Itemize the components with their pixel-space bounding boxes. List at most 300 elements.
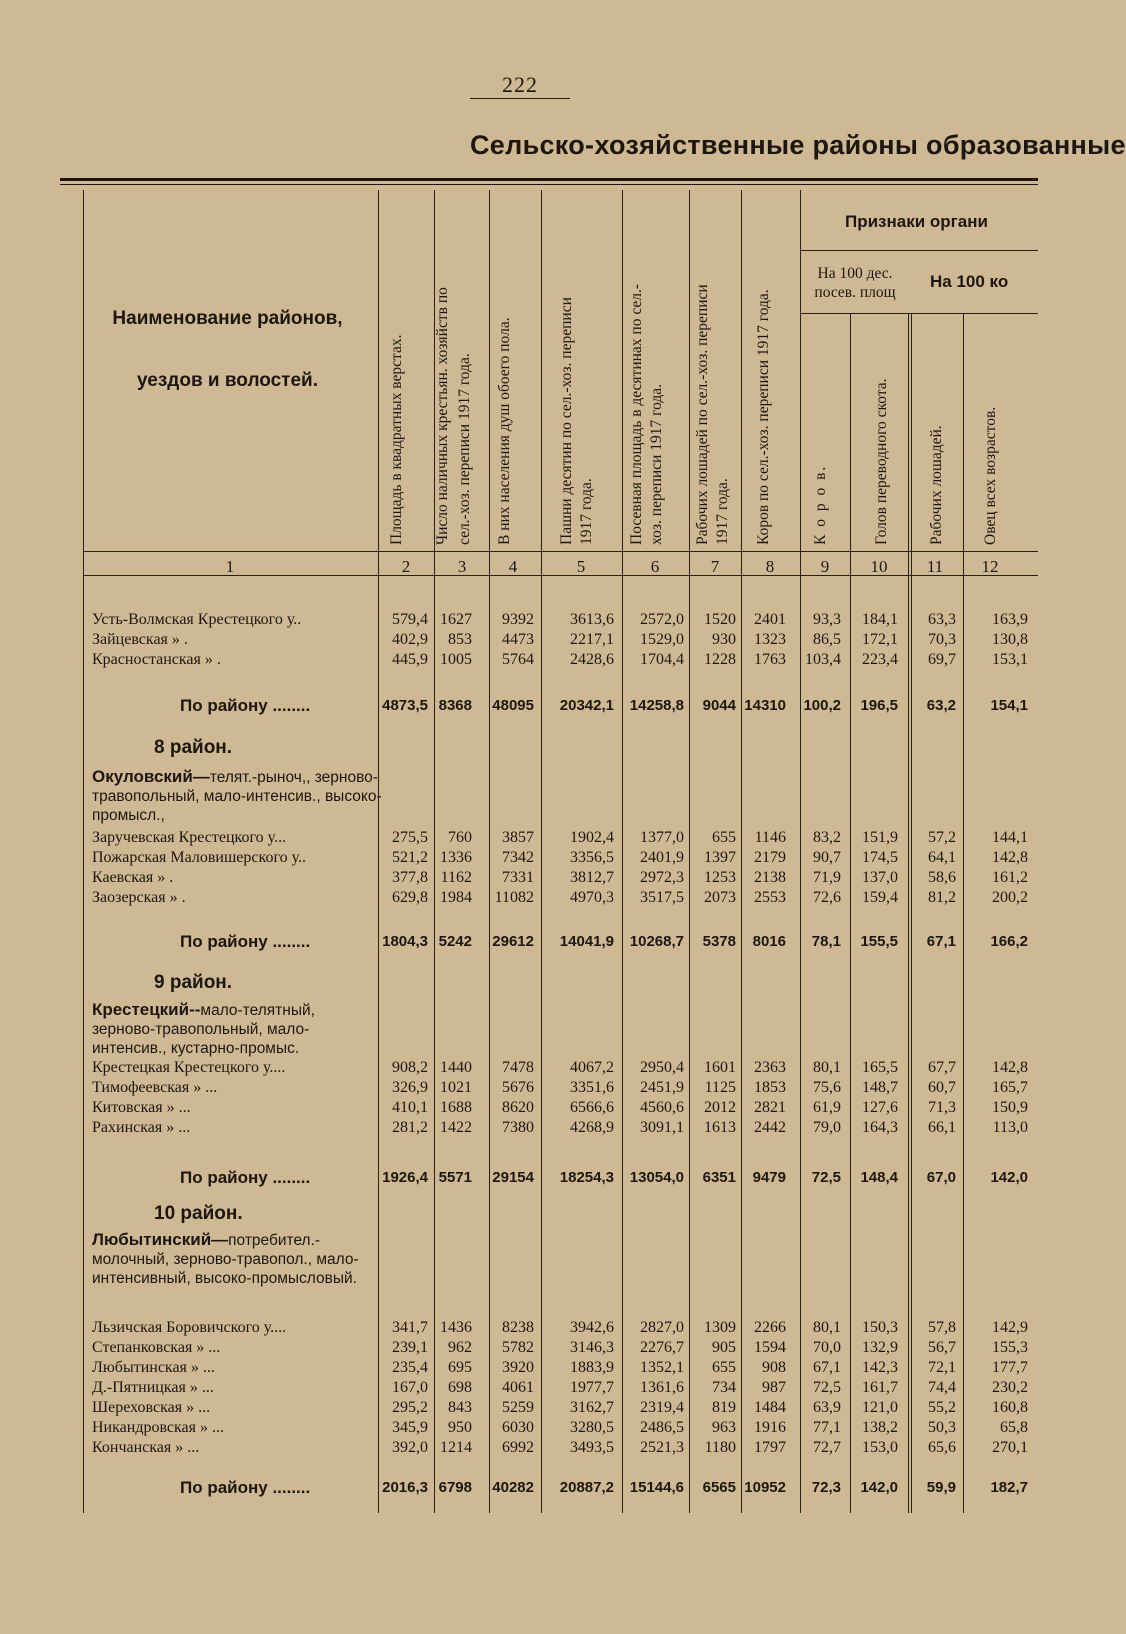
table-row — [0, 1378, 1038, 1398]
row-divider — [83, 551, 1038, 552]
volost-name: Заозерская » . — [92, 889, 186, 906]
cell-col5: 3942,6 — [570, 1319, 614, 1336]
cell-col4: 5259 — [502, 1399, 534, 1416]
cell-col9: 61,9 — [813, 1099, 841, 1116]
cell-col6: 15144,6 — [629, 1479, 684, 1496]
cell-col5: 4268,9 — [570, 1119, 614, 1136]
cell-col5: 6566,6 — [570, 1099, 614, 1116]
cell-col8: 2553 — [754, 889, 786, 906]
cell-col2: 4873,5 — [382, 697, 428, 714]
table-row — [0, 1398, 1038, 1418]
cell-col10: 223,4 — [862, 651, 898, 668]
cell-col8: 1916 — [754, 1419, 786, 1436]
cell-col11: 63,3 — [928, 611, 956, 628]
cell-col3: 1005 — [440, 651, 472, 668]
cell-col5: 3613,6 — [570, 611, 614, 628]
cell-col11: 63,2 — [926, 697, 956, 714]
cell-col6: 13054,0 — [629, 1169, 684, 1186]
cell-col4: 6030 — [502, 1419, 534, 1436]
table-row — [0, 1358, 1038, 1378]
col7-header-line2: 1917 года. — [714, 478, 731, 545]
cell-col12: 142,8 — [992, 1059, 1028, 1076]
table-row — [0, 888, 1038, 908]
cell-col6: 2401,9 — [640, 849, 684, 866]
cell-col5: 2428,6 — [570, 651, 614, 668]
column-number: 7 — [710, 557, 720, 576]
total-row — [0, 1478, 1038, 1498]
cell-col8: 1323 — [754, 631, 786, 648]
cell-col7: 1125 — [704, 1079, 736, 1096]
cell-col10: 127,6 — [862, 1099, 898, 1116]
cell-col4: 7331 — [502, 869, 534, 886]
cell-col6: 2521,3 — [640, 1439, 684, 1456]
cell-col5: 3146,3 — [570, 1339, 614, 1356]
col6-header-line1: Посевная площадь в десятинах по сел.- — [628, 283, 645, 545]
cell-col6: 2972,3 — [640, 869, 684, 886]
table-row — [0, 1098, 1038, 1118]
cell-col12: 161,2 — [992, 869, 1028, 886]
cell-col3: 5571 — [438, 1169, 472, 1186]
cell-col9: 72,3 — [811, 1479, 841, 1496]
cell-col11: 67,0 — [926, 1169, 956, 1186]
cell-col7: 1613 — [704, 1119, 736, 1136]
cell-col5: 20887,2 — [559, 1479, 614, 1496]
cell-col11: 57,2 — [928, 829, 956, 846]
col12-header: Овец всех возрастов. — [982, 406, 999, 545]
cell-col10: 150,3 — [862, 1319, 898, 1336]
cell-col8: 2821 — [754, 1099, 786, 1116]
cell-col10: 121,0 — [862, 1399, 898, 1416]
row-divider — [800, 313, 1038, 314]
cell-col9: 72,7 — [813, 1439, 841, 1456]
cell-col4: 7478 — [502, 1059, 534, 1076]
subgroup-header-2: На 100 ко — [930, 272, 1009, 291]
volost-name: Д.-Пятницкая » ... — [92, 1379, 214, 1396]
cell-col3: 1440 — [440, 1059, 472, 1076]
cell-col6: 2486,5 — [640, 1419, 684, 1436]
cell-col12: 142,8 — [992, 849, 1028, 866]
cell-col7: 819 — [712, 1399, 736, 1416]
column-number: 10 — [870, 557, 888, 576]
cell-col10: 142,0 — [860, 1479, 898, 1496]
cell-col11: 50,3 — [928, 1419, 956, 1436]
cell-col4: 8238 — [502, 1319, 534, 1336]
cell-col2: 579,4 — [392, 611, 428, 628]
row-divider — [800, 250, 1038, 251]
cell-col2: 521,2 — [392, 849, 428, 866]
total-row — [0, 696, 1038, 716]
cell-col8: 1763 — [754, 651, 786, 668]
cell-col5: 4970,3 — [570, 889, 614, 906]
cell-col3: 1984 — [440, 889, 472, 906]
column-number: 6 — [650, 557, 660, 576]
cell-col4: 4473 — [502, 631, 534, 648]
cell-col5: 4067,2 — [570, 1059, 614, 1076]
page-number: 222 — [470, 72, 570, 99]
cell-col5: 1902,4 — [570, 829, 614, 846]
table-row — [0, 1118, 1038, 1138]
cell-col10: 174,5 — [862, 849, 898, 866]
total-label: По району ........ — [180, 932, 311, 951]
volost-name: Шереховская » ... — [92, 1399, 211, 1416]
cell-col10: 196,5 — [860, 697, 898, 714]
table-row — [0, 848, 1038, 868]
name-column-header — [95, 308, 360, 392]
cell-col3: 698 — [448, 1379, 472, 1396]
cell-col10: 151,9 — [862, 829, 898, 846]
cell-col12: 155,3 — [992, 1339, 1028, 1356]
cell-col7: 1601 — [704, 1059, 736, 1076]
col2-header: Площадь в квадратных верстах. — [388, 334, 405, 545]
cell-col5: 20342,1 — [559, 697, 614, 714]
cell-col7: 930 — [712, 631, 736, 648]
cell-col6: 1704,4 — [640, 651, 684, 668]
cell-col8: 1146 — [754, 829, 786, 846]
cell-col2: 295,2 — [392, 1399, 428, 1416]
column-number: 8 — [765, 557, 775, 576]
district-title: 10 район. — [154, 1203, 243, 1224]
cell-col6: 2950,4 — [640, 1059, 684, 1076]
cell-col9: 67,1 — [813, 1359, 841, 1376]
cell-col7: 6565 — [702, 1479, 736, 1496]
cell-col6: 4560,6 — [640, 1099, 684, 1116]
column-number: 11 — [926, 557, 944, 576]
cell-col3: 853 — [448, 631, 472, 648]
cell-col8: 1853 — [754, 1079, 786, 1096]
col5-header-line1: Пашни десятин по сел.-хоз. переписи — [558, 297, 575, 545]
table-row — [0, 1338, 1038, 1358]
cell-col12: 230,2 — [992, 1379, 1028, 1396]
name-header-line2: уездов и волостей. — [136, 370, 319, 391]
col10-header: Голов переводного скота. — [873, 378, 890, 545]
cell-col11: 67,7 — [928, 1059, 956, 1076]
cell-col11: 65,6 — [928, 1439, 956, 1456]
cell-col9: 103,4 — [805, 651, 841, 668]
cell-col5: 2217,1 — [570, 631, 614, 648]
cell-col6: 14258,8 — [629, 697, 684, 714]
cell-col2: 908,2 — [392, 1059, 428, 1076]
cell-col8: 2266 — [754, 1319, 786, 1336]
cell-col9: 75,6 — [813, 1079, 841, 1096]
total-label: По району ........ — [180, 1478, 311, 1497]
table-row — [0, 650, 1038, 670]
cell-col4: 3920 — [502, 1359, 534, 1376]
cell-col11: 72,1 — [928, 1359, 956, 1376]
total-row — [0, 1168, 1038, 1188]
cell-col12: 270,1 — [992, 1439, 1028, 1456]
cell-col3: 962 — [448, 1339, 472, 1356]
cell-col2: 341,7 — [392, 1319, 428, 1336]
cell-col12: 165,7 — [992, 1079, 1028, 1096]
column-number: 9 — [820, 557, 830, 576]
cell-col2: 235,4 — [392, 1359, 428, 1376]
cell-col7: 2073 — [704, 889, 736, 906]
cell-col5: 3280,5 — [570, 1419, 614, 1436]
cell-col12: 130,8 — [992, 631, 1028, 648]
volost-name: Кончанская » ... — [92, 1439, 200, 1456]
district-features: мало-телятный, зерново-травопольный, мало-интенсив., кустарно-промыс. — [92, 1002, 315, 1057]
cell-col7: 9044 — [702, 697, 736, 714]
cell-col8: 14310 — [744, 697, 786, 714]
cell-col2: 410,1 — [392, 1099, 428, 1116]
cell-col4: 8620 — [502, 1099, 534, 1116]
cell-col2: 1804,3 — [382, 933, 428, 950]
col6-header-line2: хоз. переписи 1917 года. — [648, 383, 665, 545]
volost-name: Заручевская Крестецкого у... — [92, 829, 287, 846]
column-number: 1 — [225, 557, 235, 576]
col4-header: В них населения душ обоего пола. — [496, 317, 513, 545]
cell-col10: 148,7 — [862, 1079, 898, 1096]
cell-col3: 1688 — [440, 1099, 472, 1116]
total-label: По району ........ — [180, 696, 311, 715]
cell-col6: 1377,0 — [640, 829, 684, 846]
cell-col6: 1361,6 — [640, 1379, 684, 1396]
cell-col12: 113,0 — [992, 1119, 1028, 1136]
volost-name: Каевская » . — [92, 869, 174, 886]
cell-col4: 3857 — [502, 829, 534, 846]
district-name: Окуловский— — [92, 767, 210, 786]
district-features: телят.-рыноч,, зерново-травопольный, мало-интенсив., высоко-промысл., — [92, 769, 382, 824]
cell-col9: 72,6 — [813, 889, 841, 906]
cell-col8: 2363 — [754, 1059, 786, 1076]
cell-col3: 6798 — [438, 1479, 472, 1496]
cell-col12: 150,9 — [992, 1099, 1028, 1116]
column-number: 2 — [401, 557, 411, 576]
cell-col8: 987 — [762, 1379, 786, 1396]
cell-col11: 74,4 — [928, 1379, 956, 1396]
cell-col10: 165,5 — [862, 1059, 898, 1076]
total-row — [0, 932, 1038, 952]
district-features: потребител.-молочный, зерново-травопол., мало-интенсивный, высоко-промысловый. — [92, 1232, 359, 1287]
column-number: 12 — [981, 557, 999, 576]
cell-col7: 1228 — [704, 651, 736, 668]
district-description — [92, 1230, 382, 1288]
cell-col11: 55,2 — [928, 1399, 956, 1416]
cell-col9: 83,2 — [813, 829, 841, 846]
cell-col8: 2138 — [754, 869, 786, 886]
cell-col7: 1520 — [704, 611, 736, 628]
cell-col3: 695 — [448, 1359, 472, 1376]
cell-col11: 56,7 — [928, 1339, 956, 1356]
cell-col6: 2451,9 — [640, 1079, 684, 1096]
cell-col9: 63,9 — [813, 1399, 841, 1416]
cell-col10: 137,0 — [862, 869, 898, 886]
cell-col8: 1484 — [754, 1399, 786, 1416]
cell-col7: 734 — [712, 1379, 736, 1396]
volost-name: Тимофеевская » ... — [92, 1079, 218, 1096]
cell-col10: 164,3 — [862, 1119, 898, 1136]
cell-col5: 3356,5 — [570, 849, 614, 866]
cell-col4: 5764 — [502, 651, 534, 668]
cell-col11: 67,1 — [926, 933, 956, 950]
cell-col5: 3812,7 — [570, 869, 614, 886]
volost-name: Льзичская Боровичского у.... — [92, 1319, 287, 1336]
district-title: 8 район. — [154, 737, 233, 758]
cell-col9: 77,1 — [813, 1419, 841, 1436]
table-row — [0, 610, 1038, 630]
cell-col6: 2827,0 — [640, 1319, 684, 1336]
cell-col9: 71,9 — [813, 869, 841, 886]
cell-col12: 153,1 — [992, 651, 1028, 668]
cell-col5: 1977,7 — [570, 1379, 614, 1396]
table-row — [0, 828, 1038, 848]
cell-col4: 40282 — [492, 1479, 534, 1496]
table-row — [0, 1438, 1038, 1458]
cell-col5: 14041,9 — [559, 933, 614, 950]
cell-col11: 70,3 — [928, 631, 956, 648]
cell-col8: 2179 — [754, 849, 786, 866]
cell-col8: 2401 — [754, 611, 786, 628]
col7-header-line1: Рабочих лошадей по сел.-хоз. переписи — [694, 284, 711, 545]
cell-col12: 182,7 — [990, 1479, 1028, 1496]
table-row — [0, 1078, 1038, 1098]
cell-col8: 8016 — [752, 933, 786, 950]
cell-col11: 58,6 — [928, 869, 956, 886]
name-header-line1: Наименование районов, — [112, 308, 343, 329]
cell-col2: 2016,3 — [382, 1479, 428, 1496]
group-header: Признаки органи — [845, 212, 988, 231]
cell-col10: 132,9 — [862, 1339, 898, 1356]
cell-col7: 1253 — [704, 869, 736, 886]
cell-col7: 1397 — [704, 849, 736, 866]
cell-col3: 1627 — [440, 611, 472, 628]
cell-col6: 2572,0 — [640, 611, 684, 628]
cell-col2: 629,8 — [392, 889, 428, 906]
cell-col12: 142,9 — [992, 1319, 1028, 1336]
cell-col10: 153,0 — [862, 1439, 898, 1456]
col11-header: Рабочих лошадей. — [928, 425, 945, 545]
cell-col7: 905 — [712, 1339, 736, 1356]
cell-col7: 655 — [712, 829, 736, 846]
cell-col12: 65,8 — [1000, 1419, 1028, 1436]
cell-col9: 70,0 — [813, 1339, 841, 1356]
column-number: 3 — [457, 557, 467, 576]
table-row — [0, 868, 1038, 888]
cell-col9: 72,5 — [811, 1169, 841, 1186]
cell-col12: 177,7 — [992, 1359, 1028, 1376]
top-rule-thin — [60, 184, 1038, 185]
cell-col9: 79,0 — [813, 1119, 841, 1136]
cell-col6: 3517,5 — [640, 889, 684, 906]
volost-name: Красностанская » . — [92, 651, 221, 668]
cell-col3: 950 — [448, 1419, 472, 1436]
volost-name: Пожарская Маловишерского у.. — [92, 849, 307, 866]
cell-col9: 100,2 — [803, 697, 841, 714]
cell-col12: 144,1 — [992, 829, 1028, 846]
cell-col12: 163,9 — [992, 611, 1028, 628]
cell-col10: 148,4 — [860, 1169, 898, 1186]
cell-col12: 154,1 — [990, 697, 1028, 714]
cell-col9: 78,1 — [811, 933, 841, 950]
cell-col2: 402,9 — [392, 631, 428, 648]
cell-col7: 5378 — [702, 933, 736, 950]
cell-col8: 1797 — [754, 1439, 786, 1456]
cell-col6: 2276,7 — [640, 1339, 684, 1356]
cell-col11: 64,1 — [928, 849, 956, 866]
column-number: 4 — [508, 557, 518, 576]
cell-col11: 59,9 — [926, 1479, 956, 1496]
cell-col8: 1594 — [754, 1339, 786, 1356]
volost-name: Усть-Волмская Крестецкого у.. — [92, 611, 302, 628]
cell-col6: 1352,1 — [640, 1359, 684, 1376]
district-name: Крестецкий-- — [92, 1000, 201, 1019]
cell-col10: 155,5 — [860, 933, 898, 950]
cell-col2: 392,0 — [392, 1439, 428, 1456]
cell-col2: 1926,4 — [382, 1169, 428, 1186]
cell-col8: 2442 — [754, 1119, 786, 1136]
cell-col4: 11082 — [494, 889, 534, 906]
cell-col4: 4061 — [502, 1379, 534, 1396]
cell-col12: 166,2 — [990, 933, 1028, 950]
cell-col3: 5242 — [438, 933, 472, 950]
cell-col5: 3162,7 — [570, 1399, 614, 1416]
cell-col11: 66,1 — [928, 1119, 956, 1136]
cell-col6: 3091,1 — [640, 1119, 684, 1136]
cell-col11: 81,2 — [928, 889, 956, 906]
cell-col10: 159,4 — [862, 889, 898, 906]
column-number: 5 — [576, 557, 586, 576]
cell-col12: 142,0 — [990, 1169, 1028, 1186]
cell-col9: 80,1 — [813, 1319, 841, 1336]
cell-col4: 5782 — [502, 1339, 534, 1356]
cell-col2: 345,9 — [392, 1419, 428, 1436]
cell-col3: 1436 — [440, 1319, 472, 1336]
cell-col5: 18254,3 — [559, 1169, 614, 1186]
cell-col7: 2012 — [704, 1099, 736, 1116]
cell-col8: 10952 — [744, 1479, 786, 1496]
cell-col3: 8368 — [438, 697, 472, 714]
cell-col10: 138,2 — [862, 1419, 898, 1436]
cell-col10: 142,3 — [862, 1359, 898, 1376]
page-title: Сельско-хозяйственные районы образованные — [470, 130, 1126, 160]
cell-col4: 29154 — [492, 1169, 534, 1186]
cell-col2: 239,1 — [392, 1339, 428, 1356]
district-name: Любытинский— — [92, 1230, 229, 1249]
cell-col11: 69,7 — [928, 651, 956, 668]
cell-col8: 9479 — [752, 1169, 786, 1186]
cell-col9: 80,1 — [813, 1059, 841, 1076]
cell-col5: 3351,6 — [570, 1079, 614, 1096]
cell-col10: 172,1 — [862, 631, 898, 648]
cell-col6: 2319,4 — [640, 1399, 684, 1416]
cell-col4: 6992 — [502, 1439, 534, 1456]
cell-col4: 9392 — [502, 611, 534, 628]
table-row — [0, 1418, 1038, 1438]
cell-col4: 7380 — [502, 1119, 534, 1136]
volost-name: Крестецкая Крестецкого у.... — [92, 1059, 286, 1076]
volost-name: Любытинская » ... — [92, 1359, 215, 1376]
cell-col7: 1309 — [704, 1319, 736, 1336]
cell-col12: 160,8 — [992, 1399, 1028, 1416]
table-row — [0, 1318, 1038, 1338]
cell-col4: 7342 — [502, 849, 534, 866]
cell-col7: 963 — [712, 1419, 736, 1436]
cell-col3: 843 — [448, 1399, 472, 1416]
district-title: 9 район. — [154, 972, 233, 993]
subgroup-header-1: На 100 дес. посев. площ — [814, 265, 896, 301]
cell-col7: 655 — [712, 1359, 736, 1376]
cell-col9: 90,7 — [813, 849, 841, 866]
cell-col4: 5676 — [502, 1079, 534, 1096]
cell-col2: 377,8 — [392, 869, 428, 886]
cell-col7: 1180 — [704, 1439, 736, 1456]
volost-name: Никандровская » ... — [92, 1419, 225, 1436]
cell-col2: 326,9 — [392, 1079, 428, 1096]
col8-header: Коров по сел.-хоз. переписи 1917 года. — [755, 289, 772, 545]
col5-header-line2: 1917 года. — [578, 478, 595, 545]
table-row — [0, 1058, 1038, 1078]
cell-col7: 6351 — [702, 1169, 736, 1186]
